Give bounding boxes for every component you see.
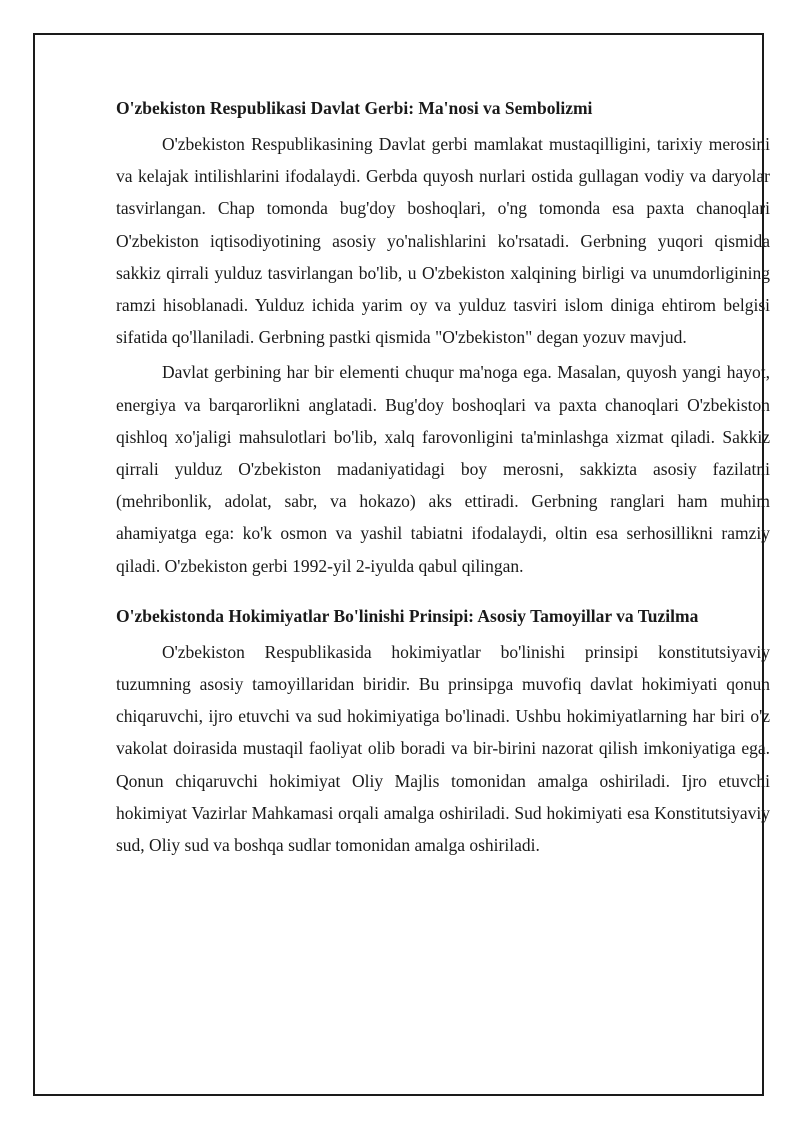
section-davlat-gerbi	[116, 96, 770, 582]
paragraph: Davlat gerbining har bir elementi chuqur ma'noga ega. Masalan, quyosh yangi hayot, energiya va barqarorlikni anglatadi. Bug'doy boshoqlari va paxta chanoqlari O'zbekiston qishloq xo'jaligi mahsulotlari bo'lib, xalq farovonligini ta'minlashga xizmat qiladi. Sakkiz qirrali yulduz O'zbekiston madaniyatidagi boy merosni, sakkizta asosiy fazilatni (mehribonlik, adolat, sabr, va hokazo) aks ettiradi. Gerbning ranglari ham muhim ahamiyatga ega: ko'k osmon va yashil tabiatni ifodalaydi, oltin esa serhosillikni ramziy qiladi. O'zbekiston gerbi 1992-yil 2-iyulda qabul qilingan.	[116, 362, 770, 576]
section-heading: O'zbekistonda Hokimiyatlar Bo'linishi Prinsipi: Asosiy Tamoyillar va Tuzilma	[116, 605, 699, 626]
section-heading: O'zbekiston Respublikasi Davlat Gerbi: Ma'nosi va Sembolizmi	[116, 98, 593, 118]
paragraph: O'zbekiston Respublikasining Davlat gerbi mamlakat mustaqilligini, tarixiy merosini va kelajak intilishlarini ifodalaydi. Gerbda quyosh nurlari ostida gullagan vodiy va daryolar tasvirlangan. Chap tomonda bug'doy boshoqlari, o'ng tomonda esa paxta chanoqlari O'zbekiston iqtisodiyotining asosiy yo'nalishlarini ko'rsatadi. Gerbning yuqori qismida sakkiz qirrali yulduz tasvirlangan bo'lib, u O'zbekiston xalqining birligi va unumdorligining ramzi hisoblanadi. Yulduz ichida yarim oy va yulduz tasviri islom diniga ehtirom belgisi sifatida qo'llaniladi. Gerbning pastki qismida "O'zbekiston" degan yozuv mavjud.	[116, 134, 770, 348]
paragraph: O'zbekiston Respublikasida hokimiyatlar bo'linishi prinsipi konstitutsiyaviy tuzumning asosiy tamoyillaridan biridir. Bu prinsipga muvofiq davlat hokimiyati qonun chiqaruvchi, ijro etuvchi va sud hokimiyatiga bo'linadi. Ushbu hokimiyatlarning har biri o'z vakolat doirasida mustaqil faoliyat olib boradi va bir-birini nazorat qilish imkoniyatiga ega. Qonun chiqaruvchi hokimiyat Oliy Majlis tomonidan amalga oshiriladi. Ijro etuvchi hokimiyat Vazirlar Mahkamasi orqali amalga oshiriladi. Sud hokimiyati esa Konstitutsiyaviy sud, Oliy sud va boshqa sudlar tomonidan amalga oshiriladi.	[116, 641, 770, 856]
section-hokimiyatlar-bolinishi	[116, 604, 770, 861]
document-body	[116, 96, 770, 864]
